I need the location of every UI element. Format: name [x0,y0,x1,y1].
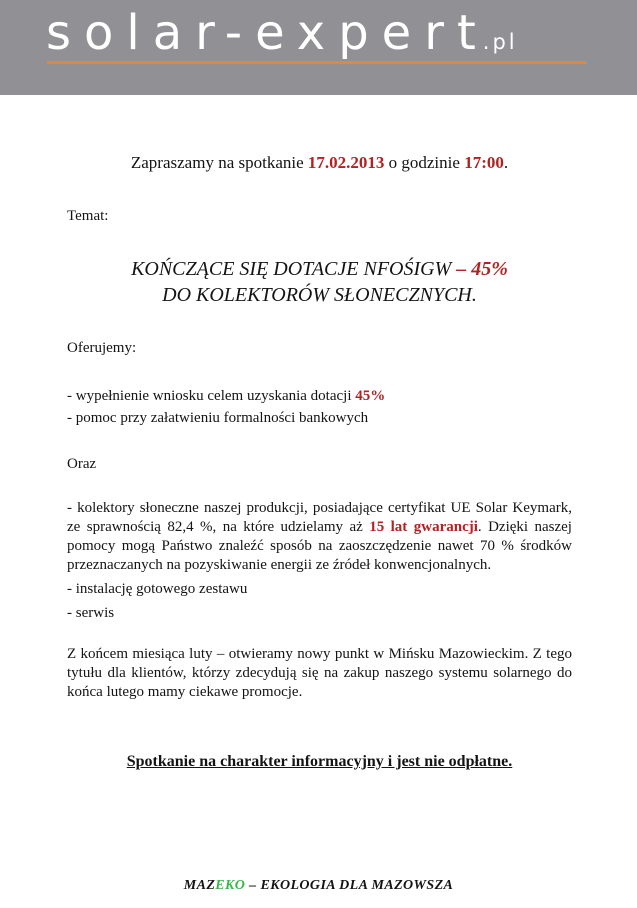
event-title-line1 [67,256,572,282]
offer-item-grant-text: - wypełnienie wniosku celem uzyskania dotacji [67,388,356,404]
collectors-paragraph-post: . Dzięki naszej pomocy mogą Państwo znaleźć sposób na zaoszczędzenie nawet 70 % środków przeznaczanych na pozyskiwanie energii ze źródeł konwencjonalnych. [67,519,572,573]
footer-brand-maz: MAZ [183,878,216,893]
invitation-suffix: . [503,153,509,172]
logo-domain-suffix: .pl [482,30,518,54]
meeting-date: 17.02.2013 [307,153,385,172]
footer-slogan: – EKOLOGIA DLA MAZOWSZA [245,878,454,893]
header-banner [0,0,637,95]
offer-item-installation: - instalację gotowego zestawu [67,581,248,597]
offer-item-grant [67,387,572,406]
new-branch-paragraph: Z końcem miesiąca luty – otwieramy nowy punkt w Mińsku Mazowieckim. Z tego tytułu dla klientów, którzy zdecydują się na zakup naszego systemu solarnego do końca lutego mamy ciekawe promocje. [67,646,572,700]
offer-heading: Oferujemy: [67,340,137,356]
oraz-label: Oraz [67,456,97,472]
event-title-line1-text: KOŃCZĄCE SIĘ DOTACJE NFOŚIGW [131,258,457,280]
invitation-line [67,152,572,173]
free-meeting-notice: Spotkanie na charakter informacyjny i jest nie odpłatne. [126,753,513,770]
invitation-prefix: Zapraszamy na spotkanie [130,153,308,172]
warranty-highlight: 15 lat gwarancji [369,519,478,535]
offer-item-bank: - pomoc przy załatwieniu formalności bankowych [67,410,369,426]
solar-expert-logo [46,5,591,61]
offer-grant-percent: 45% [355,388,386,404]
logo-underline-rule [47,61,587,64]
event-title-line2: DO KOLEKTORÓW SŁONECZNYCH. [162,284,477,306]
event-title-discount: – 45% [456,258,508,280]
collectors-paragraph-pre: - kolektory słoneczne naszej produkcji, posiadające certyfikat UE Solar Keymark, ze sprawnością 82,4 %, na które udzielamy aż [67,500,572,535]
footer-brand-line [0,878,637,894]
offer-item-service: - serwis [67,605,115,621]
meeting-time: 17:00 [464,153,504,172]
document-body [67,95,572,772]
event-title [67,256,572,308]
topic-label: Temat: [67,208,109,224]
collectors-paragraph [67,499,572,575]
logo-text: solar-expert [46,5,489,61]
invitation-middle: o godzinie [384,153,465,172]
footer-brand-eko: EKO [215,878,246,893]
